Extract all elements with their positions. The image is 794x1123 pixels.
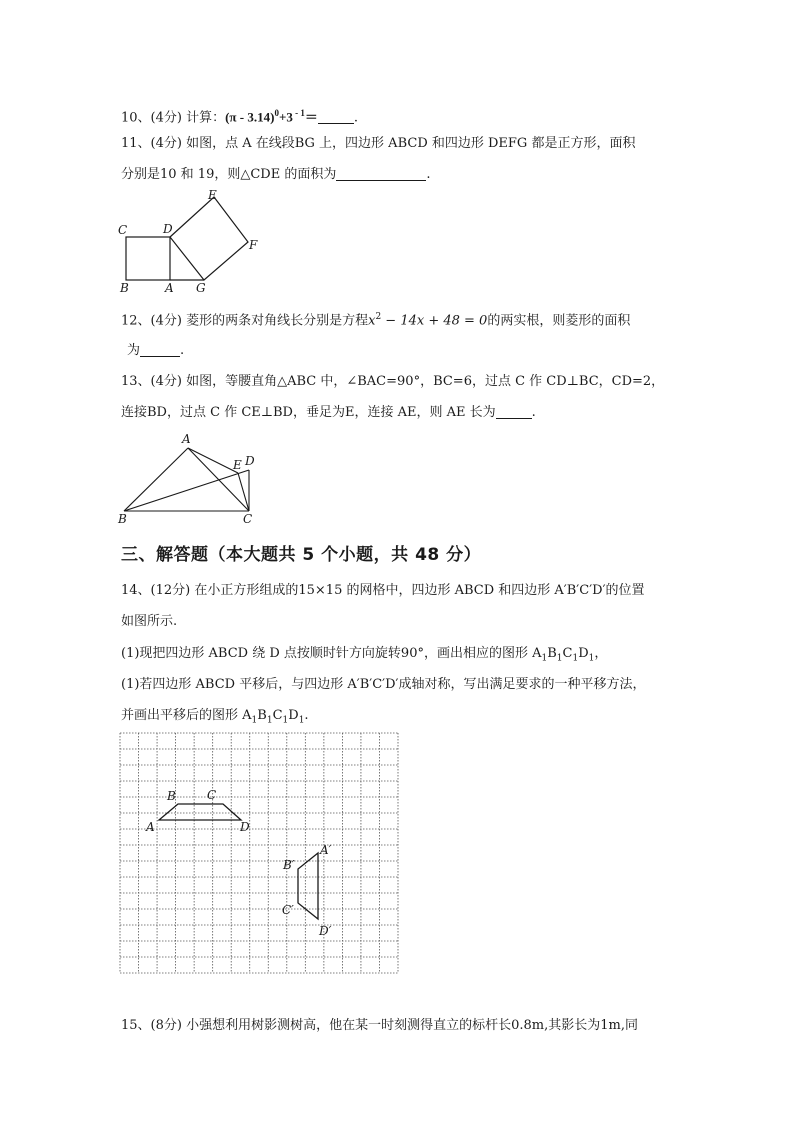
q11-text: 分别是10 和 19，则△CDE 的面积为 — [121, 167, 337, 182]
sub-1: 1 — [266, 715, 273, 726]
label-g: G — [196, 281, 206, 295]
q14-part2-text: 并画出平移后的图形 A — [121, 708, 252, 723]
q13-end: . — [531, 405, 536, 420]
q13-text: 连接BD，过点 C 作 CE⊥BD，垂足为E，连接 AE，则 AE 长为 — [121, 405, 496, 420]
square-defg — [170, 197, 248, 280]
sub-1: 1 — [588, 653, 595, 664]
question-13-line2 — [121, 404, 536, 422]
letter-d: D — [288, 708, 299, 723]
q10-prefix: 10、(4分) 计算： — [121, 110, 226, 126]
label-c-prime: C′ — [282, 903, 294, 917]
sub-1: 1 — [282, 715, 289, 726]
question-10 — [121, 104, 358, 127]
label-c: C — [118, 223, 128, 237]
letter-c: C — [562, 646, 573, 661]
question-15-line1: 15、(8分) 小强想利用树影测树高，他在某一时刻测得直立的标杆长0.8m,其影长为1m,同 — [121, 1018, 638, 1033]
q12-text: 为 — [127, 343, 141, 358]
square-abcd — [126, 237, 170, 280]
question-14-part2-line2 — [121, 707, 309, 730]
label-e: E — [233, 458, 242, 472]
label-d: D — [245, 454, 255, 468]
letter-d: D — [578, 646, 589, 661]
q11-figure — [114, 186, 264, 296]
q10-end: . — [353, 110, 359, 126]
q12-prefix: 12、(4分) 菱形的两条对角线长分别是方程 — [121, 313, 369, 329]
label-a: A — [146, 820, 155, 834]
comma: ， — [594, 646, 608, 661]
question-14-part1 — [121, 645, 607, 668]
sub-1: 1 — [541, 653, 548, 664]
letter-b: B — [547, 646, 557, 661]
q10-equals: ＝ — [304, 109, 318, 125]
q11-end: . — [426, 167, 431, 182]
label-a-prime: A′ — [320, 843, 332, 857]
question-11-line2 — [121, 166, 430, 184]
period: . — [304, 708, 309, 723]
segment-ae — [188, 448, 238, 473]
q11-answer-blank[interactable] — [336, 166, 426, 181]
letter-c: C — [272, 708, 283, 723]
question-13-line1: 13、(4分) 如图，等腰直角△ABC 中，∠BAC=90°，BC=6，过点 C 作 CD⊥BC，CD=2， — [121, 374, 665, 389]
q12-equation: − 14x + 48 = 0 — [381, 313, 488, 329]
q10-exponent-0: 0 — [274, 108, 279, 118]
label-c: C — [207, 788, 217, 802]
label-d: D — [240, 820, 250, 834]
label-e: E — [208, 188, 217, 202]
q14-grid-figure — [120, 733, 400, 976]
question-12-line1 — [121, 308, 630, 330]
label-d-prime: D′ — [319, 924, 332, 938]
q10-expression: (π - 3.14) — [225, 109, 275, 125]
label-b: B — [120, 281, 129, 295]
q13-figure — [116, 432, 266, 527]
label-b-prime: B′ — [283, 858, 295, 872]
q14-part1-text: (1)现把四边形 ABCD 绕 D 点按顺时针方向旋转90°，画出相应的图形 A — [121, 646, 542, 661]
quadrilateral-abcd — [159, 804, 241, 820]
sub-1: 1 — [572, 653, 579, 664]
section-3-title: 三、解答题（本大题共 5 个小题，共 48 分） — [121, 545, 482, 565]
q13-answer-blank[interactable] — [496, 404, 532, 419]
q10-exponent-neg1: - 1 — [292, 108, 305, 118]
question-14-line2: 如图所示. — [121, 614, 178, 629]
q12-suffix: 的两实根，则菱形的面积 — [487, 313, 631, 329]
q12-answer-blank[interactable] — [140, 342, 180, 357]
letter-b: B — [257, 708, 267, 723]
q10-plus-three: +3 — [278, 109, 293, 125]
segment-ab — [124, 448, 188, 511]
label-c: C — [243, 512, 253, 526]
label-d: D — [163, 222, 173, 236]
segment-bd — [124, 470, 249, 511]
label-a: A — [182, 432, 191, 446]
grid-15x15 — [120, 733, 398, 973]
question-14-line1: 14、(12分) 在小正方形组成的15×15 的网格中，四边形 ABCD 和四边形 A′B′C′D′的位置 — [121, 583, 645, 598]
question-12-line2 — [127, 342, 184, 360]
label-b: B — [118, 512, 127, 526]
label-b: B — [167, 789, 176, 803]
label-a: A — [165, 281, 174, 295]
sub-1: 1 — [298, 715, 305, 726]
question-14-part2: (1)若四边形 ABCD 平移后，与四边形 A′B′C′D′成轴对称，写出满足要求的一种平移方法， — [121, 677, 646, 692]
q12-eq-x: x — [368, 313, 376, 329]
sub-1: 1 — [251, 715, 258, 726]
q12-eq-square: 2 — [375, 312, 382, 322]
q10-answer-blank[interactable] — [318, 109, 354, 124]
label-f: F — [249, 238, 258, 252]
question-11-line1: 11、(4分) 如图，点 A 在线段BG 上，四边形 ABCD 和四边形 DEFG 都是正方形，面积 — [121, 136, 636, 151]
q12-end: . — [180, 343, 185, 358]
sub-1: 1 — [556, 653, 563, 664]
